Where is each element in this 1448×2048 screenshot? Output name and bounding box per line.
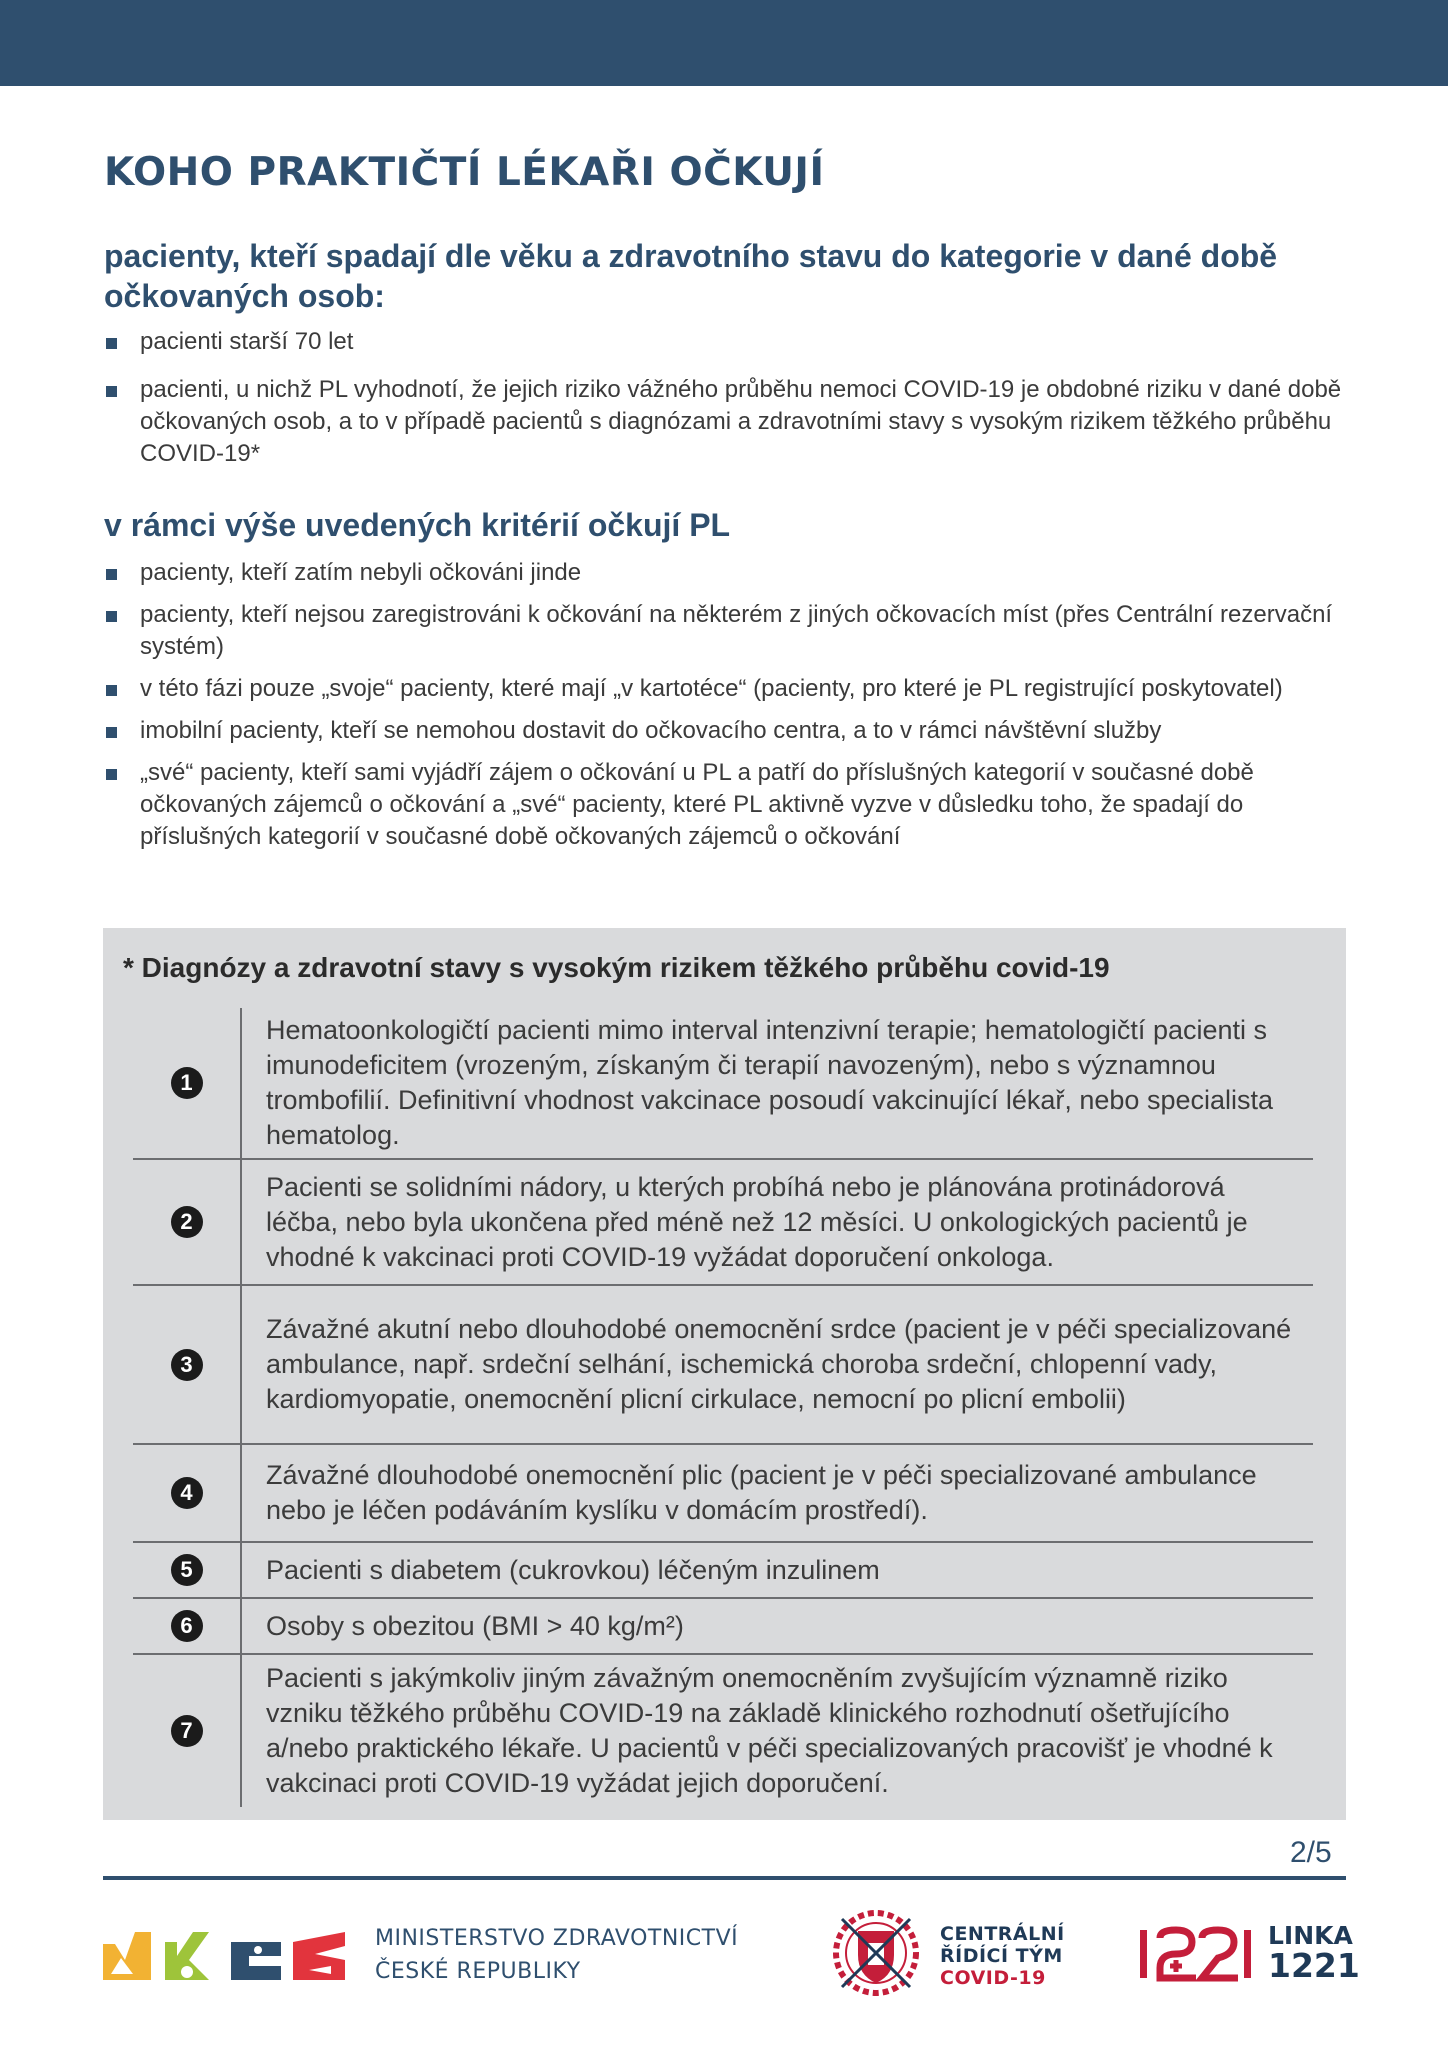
list-item-text: pacienty, kteří nejsou zaregistrováni k očkování na některém z jiných očkovacích míst (přes Centrální rezervační systém) (140, 601, 1333, 660)
row-text: Pacienti se solidními nádory, u kterých probíhá nebo je plánována protinádorová léčba, nebo byla ukončena před méně než 12 měsíci. U onkologických pacientů je vhodné k vakcinaci proti COVID-19 vyžádat doporučení onkologa. (240, 1160, 1313, 1284)
bullet-square-icon (106, 338, 117, 349)
list-item-text: „své“ pacienty, kteří sami vyjádří zájem o očkování u PL a patří do příslušných kategorií v současné době očkovaných zájemců o očkování a „své“ pacienty, které PL aktivně vyzve v důsledku toho, že spadají do příslušných kategorií v současné době očkovaných zájemců o očkování (140, 759, 1254, 850)
row-text: Pacienti s jakýmkoliv jiným závažným onemocněním zvyšujícím významně riziko vzniku těžkého průběhu COVID-19 na základě klinického rozhodnutí ošetřujícího a/nebo praktického lékaře. U pacientů v péči specializovaných pracovišť je vhodné k vakcinaci proti COVID-19 vyžádat jejich doporučení. (240, 1655, 1313, 1807)
number-badge: 1 (171, 1067, 203, 1099)
number-badge: 7 (171, 1715, 203, 1747)
linka-label: LINKA 1221 (1268, 1921, 1360, 1985)
section2-heading: v rámci výše uvedených kritérií očkují PL (104, 507, 731, 543)
section1-heading: pacienty, kteří spadají dle věku a zdravotního stavu do kategorie v dané době očkovaných osob: (104, 238, 1278, 314)
list-item-text: pacienti, u nichž PL vyhodnotí, že jejich riziko vážného průběhu nemoci COVID-19 je obdobné riziku v dané době očkovaných osob, a to v případě pacientů s diagnózami a zdravotními stavy s vysokým rizikem těžkého průběhu COVID-19* (140, 376, 1342, 467)
footer-divider (103, 1876, 1346, 1880)
diagnoses-box (103, 928, 1346, 1820)
table-row (133, 1445, 1313, 1543)
list-item-text: pacienti starší 70 let (140, 328, 354, 355)
number-badge: 2 (171, 1206, 203, 1238)
crt-crest-icon (828, 1905, 924, 2001)
list-item (104, 326, 1354, 358)
number-badge: 4 (171, 1477, 203, 1509)
table-row (133, 1599, 1313, 1655)
top-banner (0, 0, 1448, 86)
table-row (133, 1286, 1313, 1445)
page-title: KOHO PRAKTIČTÍ LÉKAŘI OČKUJÍ (104, 150, 825, 195)
list-item-text: pacienty, kteří zatím nebyli očkováni jinde (140, 559, 582, 586)
row-text: Osoby s obezitou (BMI > 40 kg/m²) (240, 1599, 1313, 1653)
bullet-square-icon (106, 769, 117, 780)
table-row (133, 1008, 1313, 1160)
linka-1221-logo-icon (1136, 1924, 1256, 1984)
list-item (104, 599, 1354, 663)
bullet-square-icon (106, 727, 117, 738)
list-item (104, 757, 1354, 853)
ministry-logo-icon (103, 1926, 353, 1982)
number-badge: 3 (171, 1349, 203, 1381)
page-number: 2/5 (1290, 1836, 1332, 1869)
list-item (104, 374, 1354, 470)
row-text: Hematoonkologičtí pacienti mimo interval intenzivní terapie; hematologičtí pacienti s imunodeficitem (vrozeným, získaným či terapií navozeným), nebo s významnou trombofilií. Definitivní vhodnost vakcinace posoudí vakcinující lékař, nebo specialista hematolog. (240, 1008, 1313, 1158)
row-text: Pacienti s diabetem (cukrovkou) léčeným inzulinem (240, 1543, 1313, 1597)
ministry-name: MINISTERSTVO ZDRAVOTNICTVÍ ČESKÉ REPUBLIKY (375, 1926, 739, 1984)
list-item (104, 715, 1354, 747)
diagnoses-title: * Diagnózy a zdravotní stavy s vysokým rizikem těžkého průběhu covid-19 (123, 952, 1110, 983)
table-row (133, 1160, 1313, 1286)
bullet-square-icon (106, 611, 117, 622)
number-badge: 6 (171, 1610, 203, 1642)
list-item (104, 673, 1354, 705)
list-item (104, 557, 1354, 589)
list-item-text: imobilní pacienty, kteří se nemohou dostavit do očkovacího centra, a to v rámci návštěvní služby (140, 717, 1162, 744)
list-item-text: v této fázi pouze „svoje“ pacienty, které mají „v kartotéce“ (pacienty, pro které je PL registrující poskytovatel) (140, 675, 1283, 702)
crt-name: CENTRÁLNÍ ŘÍDÍCÍ TÝM COVID-19 (940, 1923, 1065, 1989)
bullet-square-icon (106, 685, 117, 696)
section2-list (104, 557, 1354, 863)
table-row (133, 1655, 1313, 1807)
row-text: Závažné dlouhodobé onemocnění plic (pacient je v péči specializované ambulance nebo je léčen podáváním kyslíku v domácím prostředí). (240, 1445, 1313, 1541)
section1-list (104, 326, 1354, 486)
bullet-square-icon (106, 386, 117, 397)
number-badge: 5 (171, 1554, 203, 1586)
row-text: Závažné akutní nebo dlouhodobé onemocnění srdce (pacient je v péči specializované ambulance, např. srdeční selhání, ischemická choroba srdeční, chlopenní vady, kardiomyopatie, onemocnění plicní cirkulace, nemocní po plicní embolii) (240, 1286, 1313, 1443)
diagnoses-table (133, 1008, 1313, 1807)
table-row (133, 1543, 1313, 1599)
bullet-square-icon (106, 569, 117, 580)
